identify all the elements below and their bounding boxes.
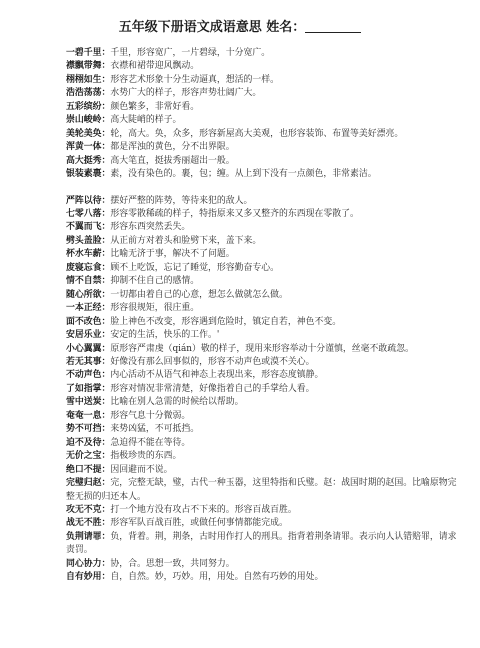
idiom-definition: 顾不上吃饭，忘记了睡觉，形容勤奋专心。 [110, 262, 279, 273]
idiom-term: 安居乐业 [66, 330, 102, 341]
idiom-definition: 都是浑浊的黄色，分不出界限。 [110, 142, 235, 153]
idiom-definition: 内心活动不从语气和神态上表现出来，形容态度镇静。 [110, 370, 324, 381]
idiom-entry: 随心所欲：一切都由着自己的心意，想怎么做就怎么做。 [66, 289, 288, 300]
idiom-definition: 素，没有染色的。裹，包；缠。从上到下没有一点颜色，非常素洁。 [110, 169, 377, 180]
idiom-term: 同心协力 [66, 558, 102, 569]
idiom-entry: 势不可挡：来势凶猛，不可抵挡。 [66, 424, 200, 435]
idiom-definition: 形容军队百战百胜，或做任何事情都能完成。 [110, 518, 288, 529]
idiom-entry: 五彩缤纷：颜色繁多，非常好看。 [66, 101, 200, 112]
idiom-term: 五彩缤纷 [66, 101, 102, 112]
idiom-definition: 高大笔直，挺拔秀丽超出一般。 [110, 155, 235, 166]
idiom-definition: 衣襟和裙带迎风飘动。 [110, 61, 200, 72]
idiom-definition: 打一个地方没有攻占不下来的。形容百战百胜。 [110, 504, 297, 515]
page-title: 五年级下册语文成语意思 [118, 20, 262, 35]
idiom-definition: 轮，高大。奂，众多，形容新屋高大美观，也形容装饰、布置等美好漂亮。 [110, 128, 404, 139]
idiom-entry: 迫不及待：急迫得不能在等待。 [66, 437, 191, 448]
idiom-term: 随心所欲 [66, 289, 102, 300]
idiom-entry: 绝口不提：因回避而不说。 [66, 464, 173, 475]
idiom-term: 不动声色 [66, 370, 102, 381]
idiom-entry: 完璧归赵：完，完整无缺，璧，古代一种玉器，这里特指和氏璧。赵：战国时期的赵国。比喻原物完整无损的归还本人。 [66, 478, 457, 502]
idiom-term: 崇山峻岭 [66, 115, 102, 126]
idiom-definition: 一切都由着自己的心意，想怎么做就怎么做。 [110, 289, 288, 300]
idiom-definition: 千里，形容宽广，一片碧绿，十分宽广。 [110, 48, 271, 58]
idiom-definition: 来势凶猛，不可抵挡。 [110, 424, 200, 435]
idiom-entry: 栩栩如生：形容艺术形象十分生动逼真，想活的一样。 [66, 74, 279, 85]
idiom-entry: 一碧千里：千里，形容宽广，一片碧绿，十分宽广。 [66, 48, 271, 58]
idiom-entry: 自有妙用：自，自然。妙，巧妙。用，用处。自然有巧妙的用处。 [66, 572, 324, 583]
idiom-entry: 高大挺秀：高大笔直，挺拔秀丽超出一般。 [66, 155, 235, 166]
idiom-definition: 比喻在别人急需的时候给以帮助。 [110, 397, 244, 408]
idiom-entry: 了如指掌：形容对情况非常清楚，好像指着自己的手掌给人看。 [66, 383, 315, 394]
idiom-entry: 面不改色：脸上神色不改变，形容遇到危险时，镇定自若，神色不变。 [66, 316, 342, 327]
idiom-list [66, 47, 464, 585]
idiom-term: 废寝忘食 [66, 262, 102, 273]
idiom-term: 奄奄一息 [66, 410, 102, 421]
idiom-definition: 形容艺术形象十分生动逼真，想活的一样。 [110, 74, 279, 85]
idiom-term: 一本正经 [66, 303, 102, 314]
idiom-definition: 安定的生活，快乐的工作。' [110, 330, 220, 341]
idiom-entry: 襟飘带舞：衣襟和裙带迎风飘动。 [66, 61, 200, 72]
idiom-entry: 杯水车薪：比喻无济于事，解决不了问题。 [66, 249, 235, 260]
idiom-definition: 形容对情况非常清楚，好像指着自己的手掌给人看。 [110, 383, 315, 394]
idiom-term: 情不自禁 [66, 276, 102, 287]
idiom-term: 攻无不克 [66, 504, 102, 515]
idiom-term: 杯水车薪 [66, 249, 102, 260]
idiom-entry: 战无不胜：形容军队百战百胜，或做任何事情都能完成。 [66, 518, 288, 529]
idiom-entry: 若无其事：好像没有那么回事似的，形容不动声色或漠不关心。 [66, 356, 315, 367]
idiom-definition: 完，完整无缺，璧，古代一种玉器，这里特指和氏璧。赵：战国时期的赵国。比喻原物完整无损的归还本人。 [66, 478, 457, 502]
idiom-term: 雪中送炭 [66, 397, 102, 408]
idiom-term: 完璧归赵 [66, 478, 102, 489]
idiom-entry: 小心翼翼：原形容严肃虔（qián）敬的样子，现用来形容举动十分谨慎，丝毫不敢疏忽。 [66, 343, 414, 354]
idiom-term: 襟飘带舞 [66, 61, 102, 72]
idiom-definition: 负，背着。荆，荆条，古时用作打人的刑具。指背着荆条请罪。表示向人认错赔罪，请求责罚。 [66, 531, 457, 556]
idiom-term: 绝口不提 [66, 464, 102, 475]
idiom-entry: 不动声色：内心活动不从语气和神态上表现出来，形容态度镇静。 [66, 370, 324, 381]
idiom-entry: 崇山峻岭：高大陡峭的样子。 [66, 115, 182, 126]
idiom-entry: 情不自禁：抑制不住自己的感情。 [66, 276, 200, 287]
idiom-term: 一碧千里 [66, 48, 102, 58]
idiom-entry: 浑黄一体：都是浑浊的黄色，分不出界限。 [66, 142, 235, 153]
idiom-term: 劈头盖脸 [66, 235, 102, 246]
idiom-term: 银装素裹 [66, 169, 102, 180]
idiom-definition: 高大陡峭的样子。 [110, 115, 182, 126]
idiom-entry: 一本正经：形容很规矩，很庄重。 [66, 303, 200, 314]
idiom-entry: 七零八落：形容零散稀疏的样子，特指原来又多又整齐的东西现在零散了。 [66, 208, 359, 219]
idiom-definition: 因回避而不说。 [110, 464, 173, 475]
idiom-entry: 安居乐业：安定的生活，快乐的工作。' [66, 330, 220, 341]
idiom-definition: 自，自然。妙，巧妙。用，用处。自然有巧妙的用处。 [110, 572, 324, 583]
idiom-term: 浩浩荡荡 [66, 88, 102, 99]
idiom-definition: 原形容严肃虔（qián）敬的样子，现用来形容举动十分谨慎，丝毫不敢疏忽。 [110, 343, 414, 354]
idiom-entry: 同心协力：协，合。思想一致，共同努力。 [66, 558, 235, 569]
idiom-entry: 严阵以待：摆好严整的阵势，等待来犯的敌人。 [66, 195, 253, 206]
idiom-definition: 脸上神色不改变，形容遇到危险时，镇定自若，神色不变。 [110, 316, 342, 327]
idiom-term: 自有妙用 [66, 572, 102, 583]
idiom-entry: 美轮美奂：轮，高大。奂，众多，形容新屋高大美观，也形容装饰、布置等美好漂亮。 [66, 128, 404, 139]
idiom-term: 小心翼翼 [66, 343, 102, 354]
idiom-entry: 不翼而飞：形容东西突然丢失。 [66, 222, 191, 233]
idiom-entry: 浩浩荡荡：水势广大的样子，形容声势壮阔广大。 [66, 88, 262, 99]
idiom-definition: 好像没有那么回事似的，形容不动声色或漠不关心。 [110, 356, 315, 367]
idiom-definition: 形容东西突然丢失。 [110, 222, 191, 233]
idiom-term: 势不可挡 [66, 424, 102, 435]
idiom-term: 美轮美奂 [66, 128, 102, 139]
idiom-entry: 攻无不克：打一个地方没有攻占不下来的。形容百战百胜。 [66, 504, 297, 515]
name-blank-line [305, 32, 361, 33]
idiom-definition: 形容很规矩，很庄重。 [110, 303, 200, 314]
idiom-term: 不翼而飞 [66, 222, 102, 233]
idiom-entry: 雪中送炭：比喻在别人急需的时候给以帮助。 [66, 397, 244, 408]
idiom-term: 迫不及待 [66, 437, 102, 448]
idiom-term: 无价之宝 [66, 451, 102, 462]
idiom-definition: 比喻无济于事，解决不了问题。 [110, 249, 235, 260]
idiom-term: 战无不胜 [66, 518, 102, 529]
document-header [0, 16, 480, 35]
idiom-term: 面不改色 [66, 316, 102, 327]
idiom-term: 栩栩如生 [66, 74, 102, 85]
idiom-definition: 指极珍贵的东西。 [110, 451, 182, 462]
idiom-definition: 水势广大的样子，形容声势壮阔广大。 [110, 88, 262, 99]
idiom-term: 严阵以待 [66, 195, 102, 206]
idiom-term: 高大挺秀 [66, 155, 102, 166]
idiom-entry: 劈头盖脸：从正前方对着头和脸劈下来，盖下来。 [66, 235, 262, 246]
idiom-entry: 废寝忘食：顾不上吃饭，忘记了睡觉，形容勤奋专心。 [66, 262, 279, 273]
idiom-entry: 负荆请罪：负，背着。荆，荆条，古时用作打人的刑具。指背着荆条请罪。表示向人认错赔罪，请求责罚。 [66, 531, 457, 556]
idiom-definition: 协，合。思想一致，共同努力。 [110, 558, 235, 569]
idiom-entry: 银装素裹：素，没有染色的。裹，包；缠。从上到下没有一点颜色，非常素洁。 [66, 169, 377, 180]
idiom-term: 负荆请罪 [66, 531, 102, 542]
idiom-definition: 急迫得不能在等待。 [110, 437, 191, 448]
idiom-definition: 颜色繁多，非常好看。 [110, 101, 200, 112]
idiom-term: 七零八落 [66, 208, 102, 219]
idiom-term: 浑黄一体 [66, 142, 102, 153]
name-label: 姓名： [266, 20, 306, 35]
idiom-entry: 无价之宝：指极珍贵的东西。 [66, 451, 182, 462]
idiom-definition: 摆好严整的阵势，等待来犯的敌人。 [110, 195, 253, 206]
idiom-definition: 从正前方对着头和脸劈下来，盖下来。 [110, 235, 262, 246]
idiom-entry: 奄奄一息：形容气息十分微弱。 [66, 410, 191, 421]
idiom-term: 若无其事 [66, 356, 102, 367]
idiom-definition: 形容气息十分微弱。 [110, 410, 191, 421]
idiom-term: 了如指掌 [66, 383, 102, 394]
idiom-definition: 形容零散稀疏的样子，特指原来又多又整齐的东西现在零散了。 [110, 208, 359, 219]
idiom-definition: 抑制不住自己的感情。 [110, 276, 200, 287]
